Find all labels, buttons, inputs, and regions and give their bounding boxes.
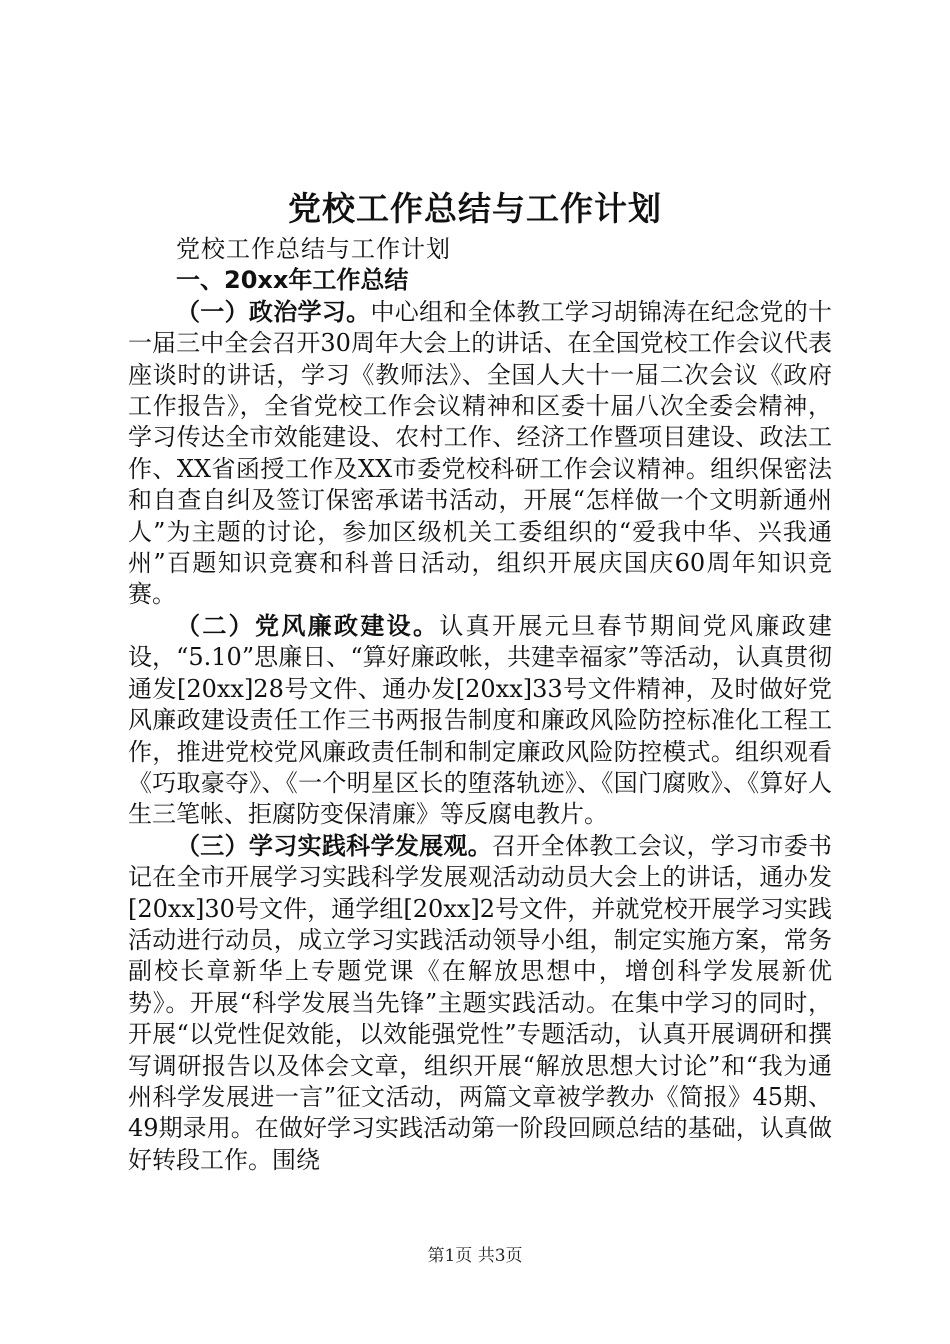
paragraph-lead: （一）政治学习。 xyxy=(176,297,371,326)
paragraph-scientific-development xyxy=(128,831,832,1176)
paragraph-political-study xyxy=(128,297,832,611)
document-body xyxy=(128,234,832,1176)
paragraph-text: 中心组和全体教工学习胡锦涛在纪念党的十一届三中全会召开30周年大会上的讲话、在全国党校工作会议代表座谈时的讲话，学习《教师法》、全国人大十一届二次会议《政府工作报告》，全省党校工作会议精神和区委十届八次全委会精神，学习传达全市效能建设、农村工作、经济工作暨项目建设、政法工作、XX省函授工作及XX市委党校科研工作会议精神。组织保密法和自查自纠及签订保密承诺书活动，开展“怎样做一个文明新通州人”为主题的讨论，参加区级机关工委组织的“爱我中华、兴我通州”百题知识竞赛和科普日活动，组织开展庆国庆60周年知识竞赛。 xyxy=(128,297,833,609)
section-heading: 一、20xx年工作总结 xyxy=(176,266,409,295)
paragraph-lead: （二）党风廉政建设。 xyxy=(176,611,440,640)
paragraph-lead: （三）学习实践科学发展观。 xyxy=(176,831,492,860)
paragraph-text: 召开全体教工会议，学习市委书记在全市开展学习实践科学发展观活动动员大会上的讲话，通办发[20xx]30号文件，通学组[20xx]2号文件，并就党校开展学习实践活动进行动员，成立学习实践活动领导小组，制定实施方案，常务副校长章新华上专题党课《在解放思想中，增创科学发展新优势》。开展“科学发展当先锋”主题实践活动。在集中学习的同时，开展“以党性促效能，以效能强党性”专题活动，认真开展调研和撰写调研报告以及体会文章，组织开展“解放思想大讨论”和“我为通州科学发展进一言”征文活动，两篇文章被学教办《简报》45期、49期录用。在做好学习实践活动第一阶段回顾总结的基础，认真做好转段工作。围绕 xyxy=(128,831,832,1174)
paragraph-clean-governance xyxy=(128,611,832,831)
page-footer: 第1页 共3页 xyxy=(427,1246,523,1266)
document-subtitle: 党校工作总结与工作计划 xyxy=(176,235,451,263)
paragraph-text: 认真开展元旦春节期间党风廉政建设，“5.10”思廉日、“算好廉政帐，共建幸福家”等活动，认真贯彻通发[20xx]28号文件、通办发[20xx]33号文件精神，及时做好党风廉政建设责任工作三书两报告制度和廉政风险防控标准化工程工作，推进党校党风廉政责任制和制定廉政风险防控模式。组织观看《巧取豪夺》、《一个明星区长的堕落轨迹》、《国门腐败》、《算好人生三笔帐、拒腐防变保清廉》等反腐电教片。 xyxy=(128,611,833,829)
document-title: 党校工作总结与工作计划 xyxy=(288,189,662,228)
